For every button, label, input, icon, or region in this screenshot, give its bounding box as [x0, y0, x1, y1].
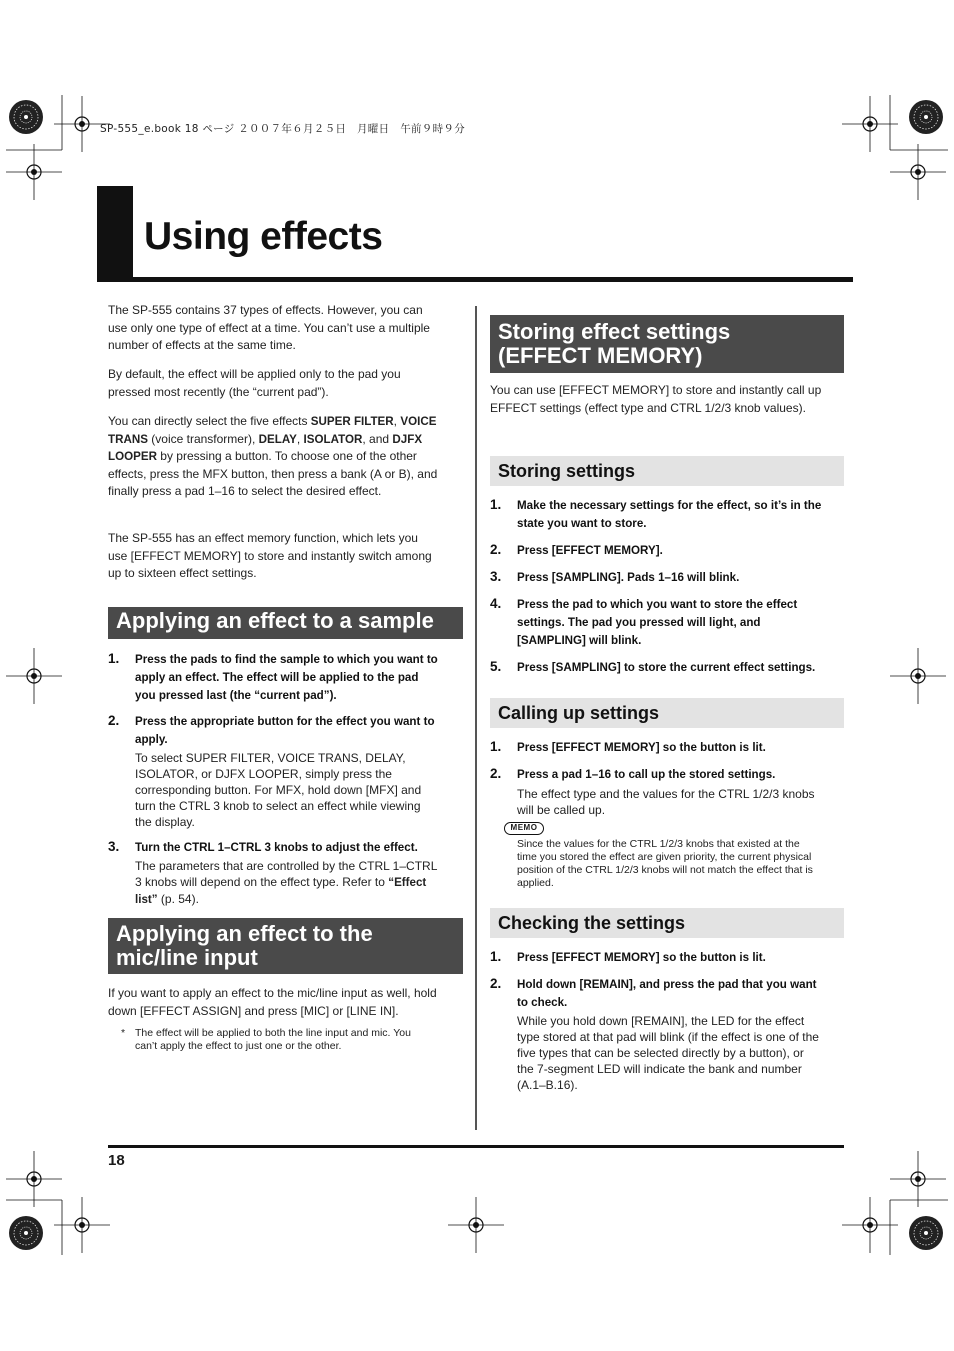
column-divider [475, 306, 477, 1130]
page-number: 18 [108, 1152, 125, 1169]
section-title-line-2: mic/line input [116, 945, 258, 970]
step-text: Press [EFFECT MEMORY] so the button is lit. [517, 741, 766, 754]
file-header-line: SP-555_e.book 18 ページ ２００７年６月２５日 月曜日 午前９時９分 [100, 123, 465, 135]
footer-rule [108, 1145, 844, 1148]
registration-wheel-icon [909, 1216, 943, 1250]
cross-reference-link[interactable]: “Effect list” [135, 876, 427, 906]
title-rule [97, 277, 853, 282]
intro-paragraph-2: By default, the effect will be applied only to the pad you pressed most recently (the “current pad”). [108, 367, 401, 399]
step-text: Make the necessary settings for the effect, so it’s in the state you want to store. [517, 499, 822, 530]
step-text: Press [SAMPLING] to store the current effect settings. [517, 661, 816, 674]
subsection-title: Storing settings [498, 461, 636, 481]
memo-text: Since the values for the CTRL 1/2/3 knobs that existed at the time you stored the effect are given priority, the current physical position of the CTRL 1/2/3 knobs will not match the effect that is applied. [517, 838, 813, 889]
step-number: 2. [490, 766, 502, 781]
intro-paragraph-1: The SP-555 contains 37 types of effects. However, you can use only one type of effect at a time. You can’t use a multiple number of effects at the same time. [108, 303, 430, 353]
step-text: Press the pad to which you want to store the effect settings. The pad you pressed will light, and [SAMPLING] will blink. [517, 598, 798, 647]
intro-paragraph-3: You can directly select the five effects SUPER FILTER, VOICE TRANS (voice transformer), DELAY, ISOLATOR, and DJFX LOOPER by pressing a button. To choose one of the other effects, press the MFX button, then press a bank (A or B), and finally press a pad 1–16 to select the desired effect. [108, 414, 438, 499]
section-heading-apply-mic [108, 918, 463, 974]
section-title-line-2: (EFFECT MEMORY) [498, 343, 703, 368]
step-text: Press [EFFECT MEMORY] so the button is lit. [517, 951, 766, 964]
step-number: 2. [490, 542, 502, 557]
page-title: Using effects [144, 215, 383, 258]
subsection-title: Checking the settings [498, 913, 686, 933]
step-text: Press a pad 1–16 to call up the stored settings. [517, 768, 776, 781]
section-heading-store-effect [490, 315, 844, 373]
step-text: Turn the CTRL 1–CTRL 3 knobs to adjust the effect. [135, 841, 418, 854]
section-title-line-1: Applying an effect to the [116, 921, 373, 946]
memo-icon: MEMO [504, 822, 544, 835]
step-text: Press [SAMPLING]. Pads 1–16 will blink. [517, 571, 740, 584]
step-number: 3. [490, 569, 502, 584]
apply-mic-paragraph: If you want to apply an effect to the mic/line input as well, hold down [EFFECT ASSIGN] and press [MIC] or [LINE IN]. [108, 986, 437, 1018]
title-accent-bar [97, 186, 133, 282]
step-number: 1. [108, 651, 120, 666]
section-title-line-1: Storing effect settings [498, 319, 731, 344]
apply-sample-step-2-body: To select SUPER FILTER, VOICE TRANS, DELAY, ISOLATOR, or DJFX LOOPER, simply press the corresponding button. For MFX, hold down [MFX] and turn the CTRL 3 knob to select an effect while viewing the display. [135, 751, 422, 829]
store-effect-paragraph: You can use [EFFECT MEMORY] to store and instantly call up EFFECT settings (effect type and CTRL 1/2/3 knob values). [490, 383, 822, 415]
note-asterisk: * [121, 1027, 126, 1039]
checking-step-2-body: While you hold down [REMAIN], the LED for the effect type stored at that pad will blink (if the effect is one of the five types that can be selected directly by a button), or the 7-segment LED will indicate the bank and number (A.1–B.16). [517, 1014, 819, 1092]
subsection-heading-calling [490, 698, 844, 728]
step-text: Press [EFFECT MEMORY]. [517, 544, 663, 557]
step-number: 3. [108, 839, 120, 854]
step-text: Press the pads to find the sample to which you want to apply an effect. The effect will be applied to the pad you pressed last (the “current pad”). [135, 653, 438, 702]
step-number: 4. [490, 596, 502, 611]
step-text: Press the appropriate button for the effect you want to apply. [135, 715, 435, 746]
intro-paragraph-4: The SP-555 has an effect memory function, which lets you use [EFFECT MEMORY] to store and instantly switch among up to sixteen effect settings. [108, 531, 432, 581]
step-number: 1. [490, 949, 502, 964]
registration-wheel-icon [909, 100, 943, 134]
step-number: 2. [490, 976, 502, 991]
subsection-title: Calling up settings [498, 703, 660, 723]
step-number: 5. [490, 659, 502, 674]
registration-wheel-icon [9, 100, 43, 134]
section-title: Applying an effect to a sample [116, 608, 434, 633]
calling-step-2-body: The effect type and the values for the CTRL 1/2/3 knobs will be called up. [517, 787, 815, 817]
section-heading-apply-sample [108, 607, 463, 639]
step-number: 1. [490, 739, 502, 754]
step-number: 1. [490, 497, 502, 512]
subsection-heading-storing [490, 456, 844, 486]
subsection-heading-checking [490, 908, 844, 938]
apply-mic-note: The effect will be applied to both the line input and mic. You can’t apply the effect to just one or the other. [135, 1027, 411, 1052]
step-text: Hold down [REMAIN], and press the pad that you want to check. [517, 978, 817, 1009]
step-number: 2. [108, 713, 120, 728]
apply-sample-step-3-body: The parameters that are controlled by the CTRL 1–CTRL 3 knobs will depend on the effect type. Refer to “Effect list” (p. 54). [135, 859, 437, 906]
registration-wheel-icon [9, 1216, 43, 1250]
